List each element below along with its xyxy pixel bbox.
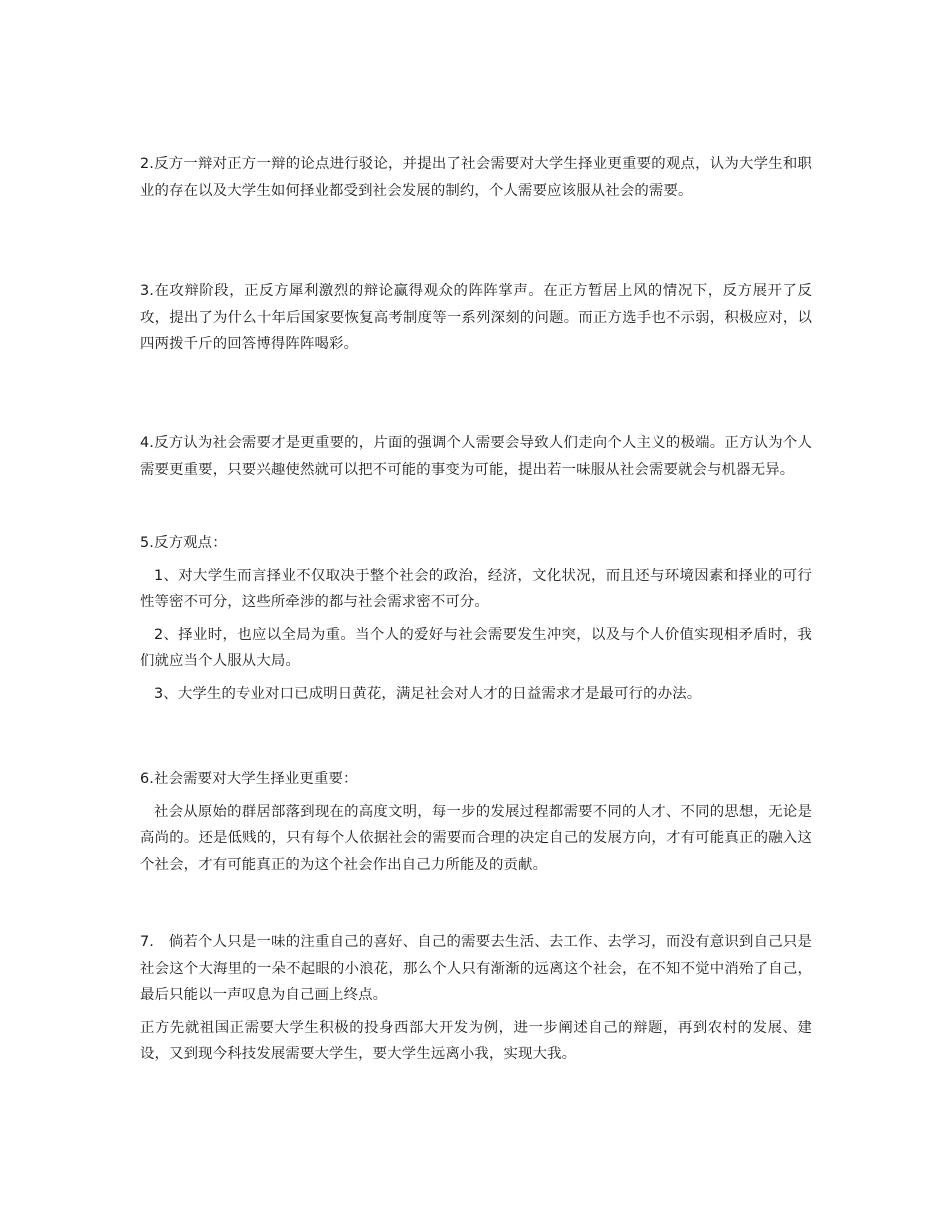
list-item: 2、择业时，也应以全局为重。当个人的爱好与社会需要发生冲突，以及与个人价值实现相矛盾时，我们就应当个人服从大局。 (140, 626, 812, 669)
section-4 (140, 430, 812, 483)
paragraph: 4.反方认为社会需要才是更重要的，片面的强调个人需要会导致人们走向个人主义的极端。正方认为个人需要更重要，只要兴趣使然就可以把不可能的事变为可能，提出若一味服从社会需要就会与机器无异。 (140, 435, 812, 478)
section-2 (140, 151, 812, 204)
paragraph: 社会从原始的群居部落到现在的高度文明，每一步的发展过程都需要不同的人才、不同的思想，无论是高尚的。还是低贱的，只有每个人依据社会的需要而合理的决定自己的发展方向，才有可能真正的融入这个社会，才有可能真正的为这个社会作出自己力所能及的贡献。 (140, 803, 812, 873)
section-6 (140, 766, 812, 878)
paragraph: 2.反方一辩对正方一辩的论点进行驳论，并提出了社会需要对大学生择业更重要的观点，认为大学生和职业的存在以及大学生如何择业都受到社会发展的制约，个人需要应该服从社会的需要。 (140, 156, 812, 199)
list-item: 1、对大学生而言择业不仅取决于整个社会的政治，经济，文化状况，而且还与环境因素和择业的可行性等密不可分，这些所牵涉的都与社会需求密不可分。 (140, 567, 812, 610)
section-7 (140, 929, 812, 1068)
paragraph: 正方先就祖国正需要大学生积极的投身西部大开发为例，进一步阐述自己的辩题，再到农村的发展、建设，又到现今科技发展需要大学生，要大学生远离小我，实现大我。 (140, 1019, 812, 1062)
section-heading: 5.反方观点： (140, 535, 227, 551)
paragraph: 3.在攻辩阶段，正反方犀利激烈的辩论赢得观众的阵阵掌声。在正方暂居上风的情况下，反方展开了反攻，提出了为什么十年后国家要恢复高考制度等一系列深刻的问题。而正方选手也不示弱，积极应对，以四两拨千斤的回答博得阵阵喝彩。 (140, 283, 812, 352)
paragraph: 7. 倘若个人只是一味的注重自己的喜好、自己的需要去生活、去工作、去学习，而没有意识到自己只是社会这个大海里的一朵不起眼的小浪花，那么个人只有渐渐的远离这个社会，在不知不觉中消殆了自己，最后只能以一声叹息为自己画上终点。 (140, 934, 812, 1003)
section-5 (140, 530, 812, 707)
list-item: 3、大学生的专业对口已成明日黄花，满足社会对人才的日益需求才是最可行的办法。 (154, 685, 702, 702)
section-heading: 6.社会需要对大学生择业更重要： (140, 771, 358, 787)
section-3 (140, 278, 812, 358)
